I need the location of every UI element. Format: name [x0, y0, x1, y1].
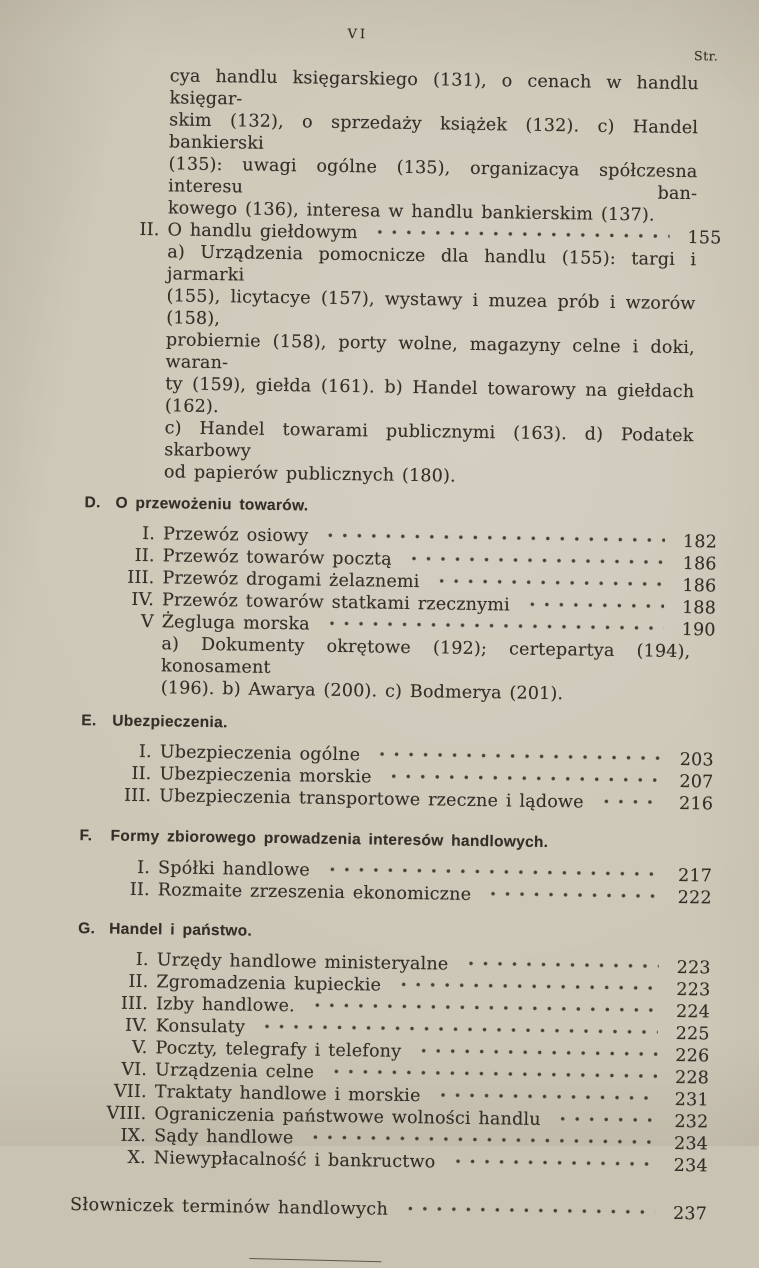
section-title: O przewożeniu towarów.: [115, 494, 309, 515]
paragraph-line: a) Urządzenia pomocnicze dla handlu (155): targi i jarmarki: [166, 242, 697, 286]
entry-page-number: 223: [676, 979, 711, 1001]
entry-numeral: X.: [127, 1147, 146, 1169]
entry-page-number: 228: [674, 1067, 710, 1089]
page-number: VI: [347, 26, 369, 43]
entry-numeral: VI.: [121, 1059, 148, 1081]
section-letter: F.: [79, 827, 93, 845]
entry-label: Ubezpieczenia transportowe rzeczne i lądowe: [159, 786, 584, 813]
entry-label: Słowniczek terminów handlowych: [69, 1194, 389, 1220]
entry-page-number: 182: [682, 532, 718, 553]
section-heading-g: [0, 918, 745, 949]
entry-label: Żegluga morska: [161, 612, 311, 635]
entry-page-number: 186: [682, 554, 717, 575]
entry-numeral: II.: [129, 879, 150, 901]
section-title: Handel i państwo.: [109, 920, 253, 940]
section-letter: G.: [78, 920, 96, 938]
entry-numeral: I.: [137, 857, 151, 879]
dot-leader: [382, 770, 662, 787]
dot-leader: [551, 1112, 657, 1127]
dot-leader: [458, 957, 658, 973]
dot-leader: [429, 574, 664, 590]
entry-numeral: IV.: [131, 589, 155, 611]
section-title: Formy zbiorowego prowadzenia interesów handlowych.: [110, 827, 549, 852]
section-letter: D.: [84, 494, 101, 512]
entry-page-number: 222: [677, 887, 712, 909]
dot-leader: [255, 1020, 658, 1039]
entry-label: Sądy handlowe: [154, 1126, 294, 1149]
end-rule: [249, 1258, 381, 1262]
dot-leader: [368, 225, 670, 242]
entry-numeral: I.: [135, 949, 149, 971]
entry-label: Rozmaite zrzeszenia ekonomiczne: [157, 880, 472, 905]
entry-numeral: IX.: [120, 1125, 147, 1147]
entry-page-number: 234: [673, 1155, 708, 1177]
dot-leader: [402, 552, 665, 569]
entry-numeral: VII.: [113, 1081, 147, 1103]
entry-page-number: 190: [681, 619, 716, 641]
paragraph-line: (155), licytacye (157), wystawy i muzea prób i wzorów (158),: [166, 286, 696, 330]
entry-label: Izby handlowe.: [155, 994, 296, 1017]
section-title: Ubezpieczenia.: [112, 712, 228, 732]
entry-page-number: 231: [674, 1089, 709, 1111]
dot-leader: [594, 795, 662, 809]
entry-page-number: 217: [677, 865, 713, 887]
entry-numeral: II.: [134, 545, 155, 567]
section-heading-e: [0, 710, 748, 741]
paragraph-line: od papierów publicznych (180).: [163, 462, 456, 487]
entry-label: Przewóz osiowy: [162, 524, 309, 547]
entry-numeral: V.: [131, 1037, 148, 1059]
dot-leader: [318, 529, 665, 547]
paragraph-line: ty (159), giełda (161). b) Handel towarowy na giełdach (162).: [164, 374, 695, 418]
entry-numeral: II.: [139, 219, 160, 241]
entry-page-number: 232: [674, 1111, 709, 1133]
entry-label: Traktaty handlowe i morskie: [154, 1082, 421, 1107]
section-heading-d: [0, 492, 752, 523]
entry-numeral: III.: [120, 993, 149, 1015]
paragraph-line: c) Handel towarami publicznymi (163). d) Podatek skarbowy: [164, 418, 694, 462]
entry-page-number: 207: [679, 771, 714, 793]
paragraph-line: kowego (136), interesa w handlu bankierskim (137).: [167, 198, 655, 226]
section-heading-f: [0, 825, 747, 856]
entry-label: Ubezpieczenia morskie: [159, 764, 372, 788]
dot-leader: [370, 747, 662, 764]
entry-label: Konsulaty: [155, 1016, 246, 1038]
dot-leader: [305, 998, 658, 1016]
dot-leader: [324, 1065, 657, 1083]
entry-page-number: 155: [687, 228, 722, 249]
dot-leader: [320, 863, 660, 881]
entry-numeral: IV.: [124, 1015, 148, 1037]
paragraph-line: (196). b) Awarya (200). c) Bodmerya (201).: [160, 678, 564, 705]
paragraph-line: skim (132), o sprzedaży książek (132). c) Handel bankierski: [168, 110, 699, 154]
entry-page-number: 216: [678, 793, 714, 815]
entry-label: Urządzenia celne: [154, 1060, 315, 1083]
entry-label: Spółki handlowe: [157, 858, 311, 881]
entry-label: Przewóz drogami żelaznemi: [162, 568, 420, 593]
entry-page-number: 224: [675, 1001, 711, 1023]
paragraph-line: cya handlu księgarskiego (131), o cenach w handlu księgar-: [169, 66, 699, 110]
entry-label: Niewypłacalność i bankructwo: [153, 1148, 436, 1173]
section-letter: E.: [81, 712, 97, 730]
paragraph-line: probiernie (158), porty wolne, magazyny celne i doki, waran-: [165, 330, 696, 374]
entry-page-number: 188: [681, 597, 717, 619]
entry-label: Poczty, telegrafy i telefony: [155, 1038, 402, 1062]
paragraph-line: a) Dokumenty okrętowe (192); certepartya (194), konosament: [160, 634, 691, 678]
dot-leader: [445, 1155, 655, 1171]
entry-numeral: II.: [128, 971, 149, 993]
entry-numeral: V: [140, 611, 154, 633]
dot-leader: [398, 1202, 655, 1219]
paragraph-line: (135): uwagi ogólne (135), organizacya spółczesna interesu ban-: [168, 154, 698, 205]
entry-numeral: I.: [142, 523, 156, 545]
dot-leader: [481, 887, 660, 903]
entry-page-number: 203: [679, 749, 714, 771]
entry-label: Ubezpieczenia ogólne: [159, 742, 361, 766]
entry-numeral: III.: [123, 785, 152, 807]
entry-note-paragraph: [161, 633, 691, 707]
dot-leader: [431, 1088, 657, 1104]
entry-numeral: I.: [138, 741, 152, 763]
dot-leader: [391, 978, 658, 995]
entry-label: Przewóz towarów pocztą: [162, 546, 392, 570]
entry-numeral: II.: [131, 763, 152, 785]
entry-label: Przewóz towarów statkami rzecznymi: [161, 590, 511, 616]
dot-leader: [411, 1044, 657, 1061]
entry-page-number: 223: [676, 957, 711, 979]
entry-numeral: VIII.: [106, 1103, 147, 1125]
entry-page-number: 186: [682, 576, 717, 597]
entry-page-number: 237: [672, 1203, 708, 1225]
dot-leader: [520, 598, 664, 613]
entry-note-paragraph: [164, 241, 697, 491]
toc-entry-glossary: [0, 1193, 741, 1226]
entry-label: Zgromadzenia kupieckie: [156, 972, 382, 996]
entry-page-number: 225: [675, 1023, 710, 1045]
dot-leader: [320, 617, 664, 635]
entry-page-number: 226: [675, 1045, 710, 1067]
entry-label: Urzędy handlowe ministeryalne: [156, 950, 449, 975]
entry-numeral: III.: [127, 567, 155, 589]
entry-page-number: 234: [673, 1133, 709, 1155]
entry-label: O handlu giełdowym: [167, 220, 358, 244]
page-column-header: Str.: [693, 48, 719, 64]
entry-label: Ograniczenia państwowe wolności handlu: [154, 1104, 541, 1130]
continuation-paragraph: [168, 65, 699, 227]
